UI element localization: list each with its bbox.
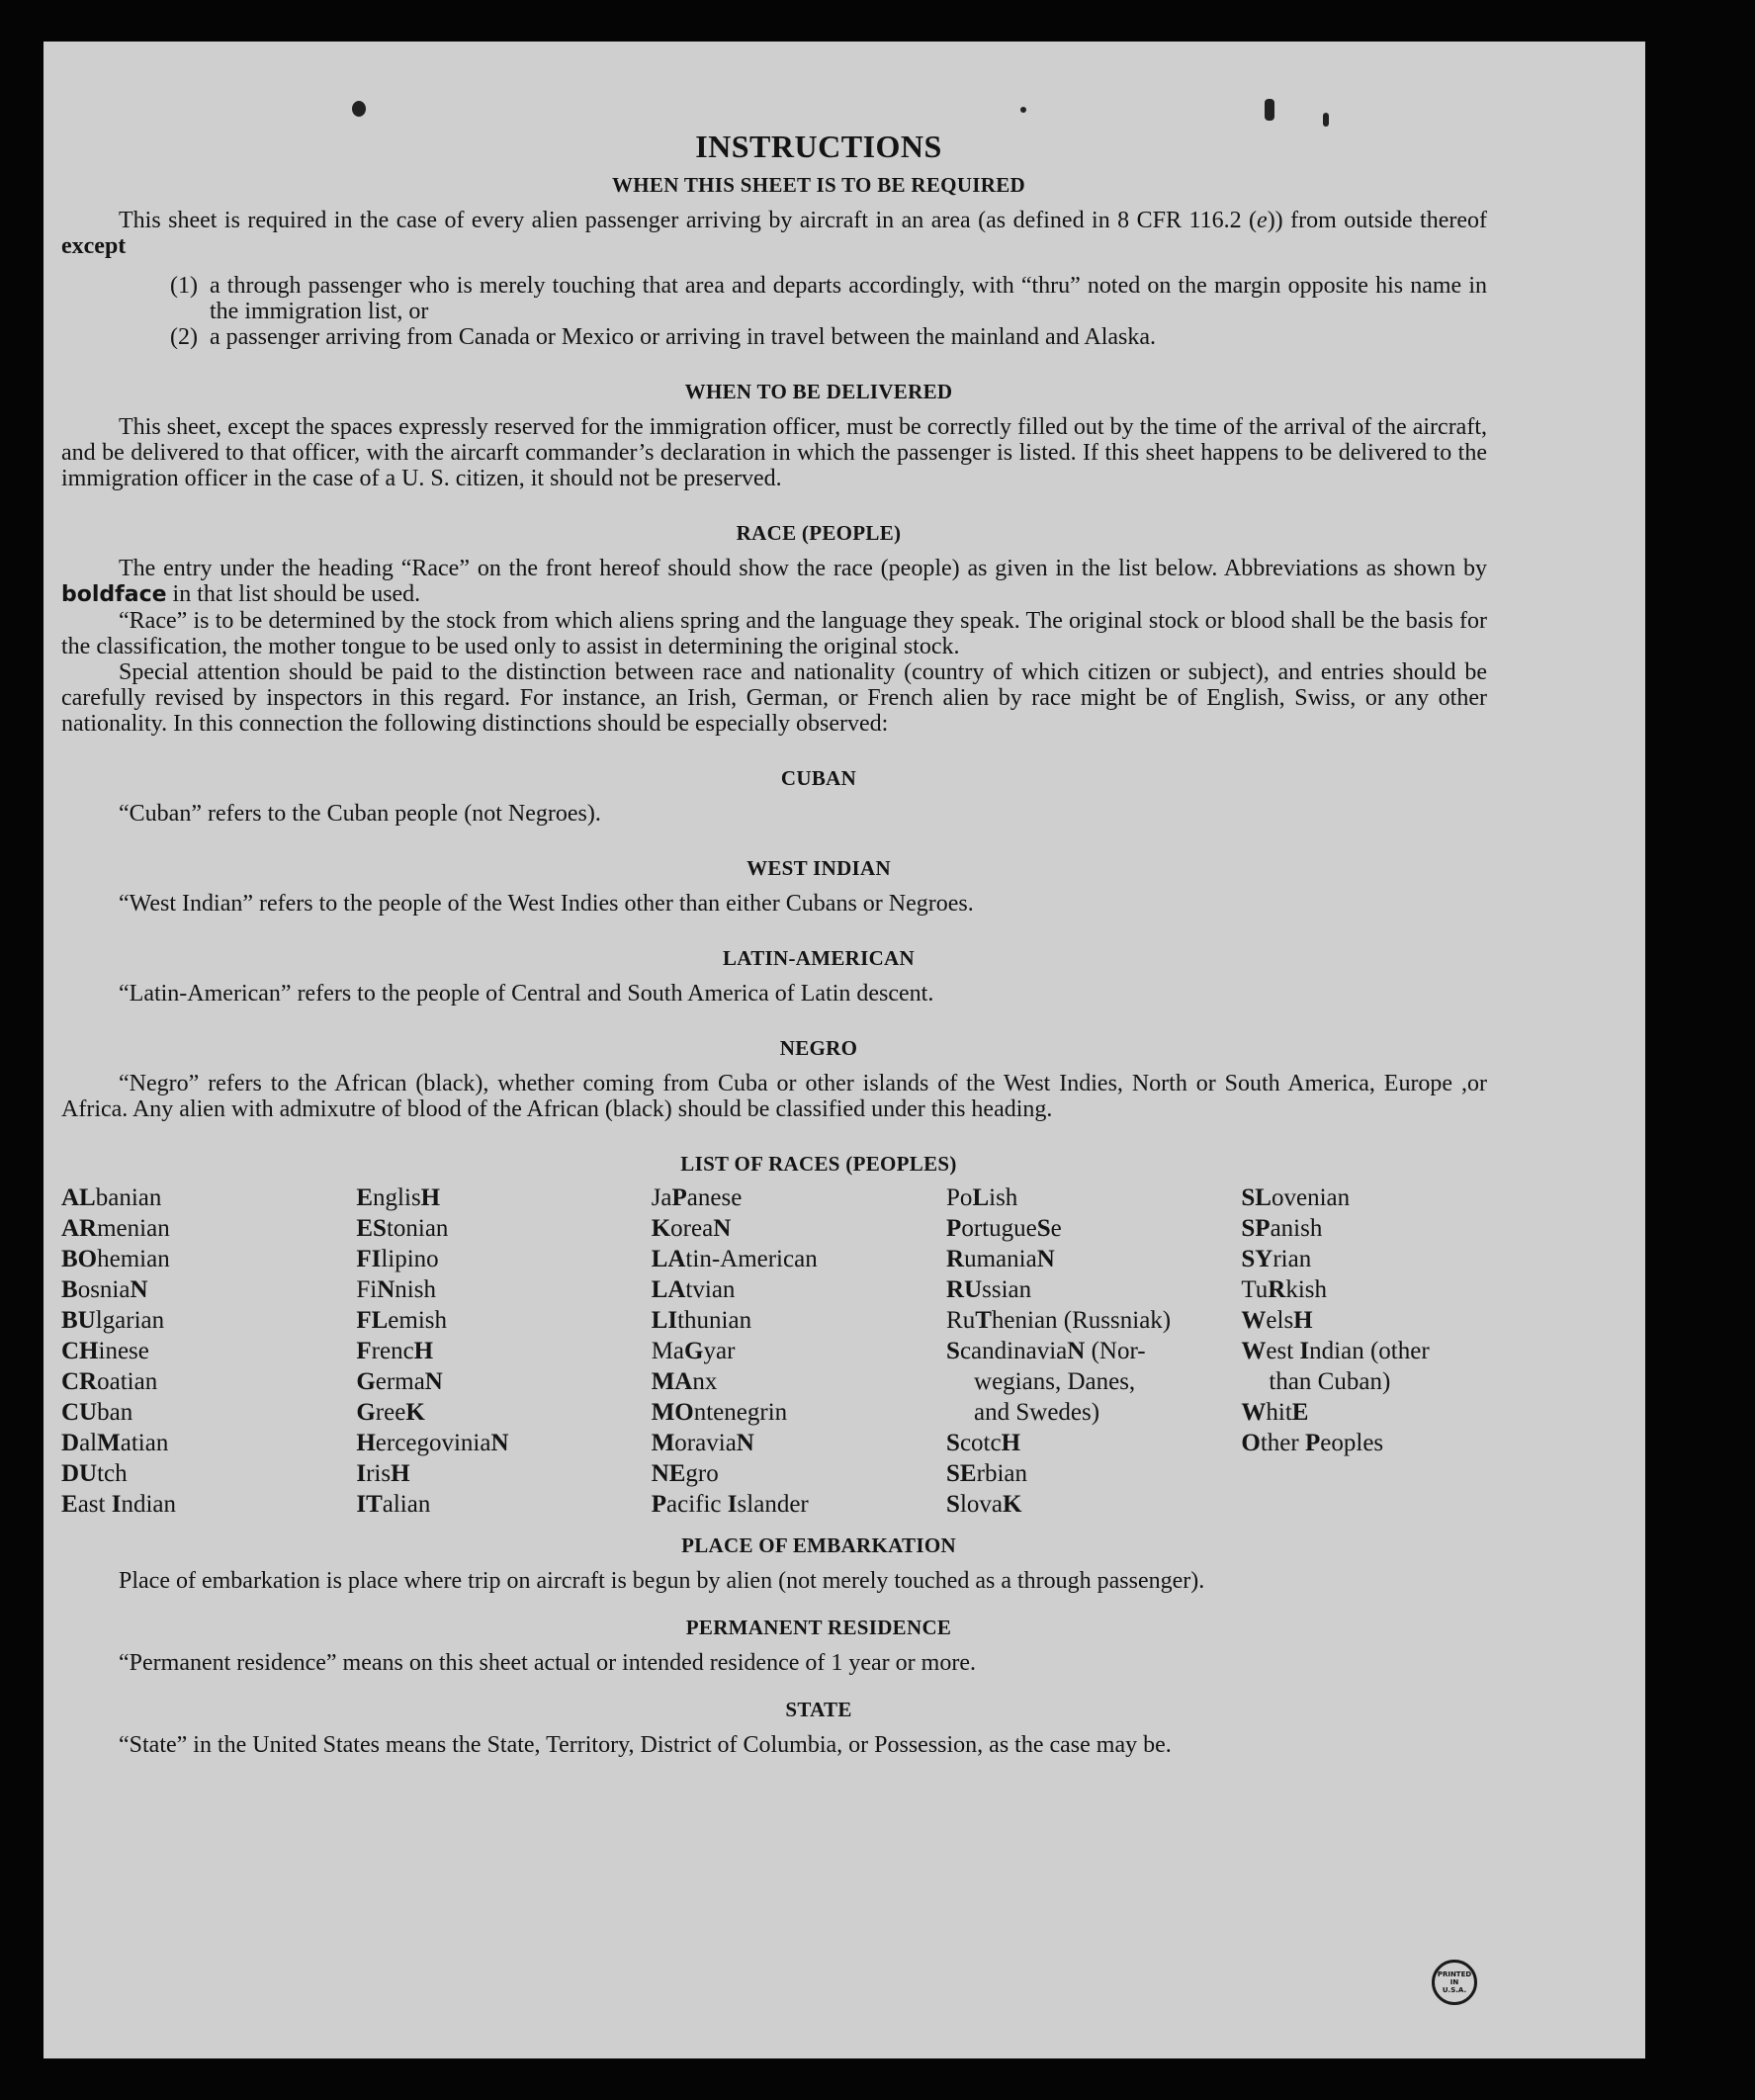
race-text: SP: [1241, 1215, 1271, 1242]
race-text: Pacific Islander: [651, 1491, 809, 1518]
race-entry: [61, 1274, 356, 1305]
race-entry: [356, 1182, 651, 1213]
race-text: FI: [356, 1246, 382, 1272]
exception-item: [170, 324, 1487, 350]
race-entry: [356, 1458, 651, 1489]
race-text: K: [1003, 1491, 1022, 1518]
race-text: ovenian: [1271, 1184, 1351, 1211]
heading-when-delivered: WHEN TO BE DELIVERED: [684, 380, 953, 403]
section-permanent-residence: [61, 1616, 1487, 1676]
race-text: Portugue: [946, 1215, 1037, 1242]
race-text: Ma: [651, 1338, 685, 1364]
race-text: G: [684, 1338, 704, 1364]
race-text: ban: [97, 1399, 133, 1426]
race-text: P: [671, 1184, 687, 1211]
stamp-line: U.S.A.: [1442, 1986, 1467, 1994]
race-text: BU: [61, 1307, 96, 1334]
race-text: ES: [356, 1215, 387, 1242]
race-entry: [946, 1397, 1241, 1428]
race-entry: [946, 1366, 1241, 1397]
race-entry: [61, 1458, 356, 1489]
race-entry: [1241, 1336, 1487, 1366]
race-entry: [652, 1366, 946, 1397]
race-text: kish: [1285, 1276, 1328, 1303]
section-west-indian: [61, 856, 1487, 917]
race-text: Moravia: [651, 1430, 737, 1456]
race-entry: [652, 1489, 946, 1520]
race-text: rbian: [976, 1460, 1027, 1487]
race-paragraph-3: Special attention should be paid to the distinction between race and nationality (country of which citizen or subject), and entries should be carefully revised by inspectors in this regard. For instance, an Irish, German, or French alien by race might be of English, Swiss, or any other nationality. In this connection the following distinctions should be especially observed:: [61, 659, 1487, 737]
race-text: BO: [61, 1246, 98, 1272]
race-entry: [356, 1244, 651, 1274]
race-text: H: [413, 1338, 434, 1364]
race-text: e: [1050, 1215, 1062, 1242]
race-column: [1241, 1182, 1487, 1520]
intro-text-e: e: [1257, 208, 1268, 233]
printed-in-usa-stamp: [1432, 1960, 1477, 2005]
race-text: SY: [1241, 1246, 1273, 1272]
race-text: N: [1036, 1246, 1055, 1272]
race-text: Hercegovinia: [356, 1430, 491, 1456]
heading-state: STATE: [785, 1698, 852, 1721]
race-text: menian: [97, 1215, 170, 1242]
race-text: MA: [651, 1368, 693, 1395]
race-text: Other Peoples: [1241, 1430, 1384, 1456]
race-entry: [61, 1366, 356, 1397]
race-p1-text-c: in that list should be used.: [166, 581, 421, 607]
race-entry: [61, 1182, 356, 1213]
race-text: N: [130, 1276, 148, 1303]
state-text: “State” in the United States means the State, Territory, District of Columbia, or Possession, as the case may be.: [119, 1732, 1172, 1758]
race-text: thunian: [677, 1307, 752, 1334]
race-text: CH: [61, 1338, 99, 1364]
race-text: Po: [946, 1184, 973, 1211]
race-paragraph-1: [61, 556, 1487, 608]
race-text: Gree: [356, 1399, 406, 1426]
race-text: H: [391, 1460, 410, 1487]
embarkation-text: Place of embarkation is place where trip on aircraft is begun by alien (not merely touched as a through passenger).: [119, 1568, 1205, 1594]
race-text: ssian: [982, 1276, 1032, 1303]
page-title: INSTRUCTIONS: [695, 129, 942, 164]
ink-spot: [1323, 113, 1329, 127]
race-text: T: [975, 1307, 992, 1334]
race-text: E: [1291, 1399, 1309, 1426]
race-text: Scotc: [946, 1430, 1002, 1456]
race-text: Dal: [61, 1430, 98, 1456]
race-entry: [1241, 1428, 1487, 1458]
race-column: [356, 1182, 651, 1520]
section-embarkation: [61, 1533, 1487, 1594]
race-entry: [652, 1458, 946, 1489]
race-text: Bosnia: [61, 1276, 131, 1303]
exception-number: (1): [170, 273, 198, 299]
race-text: atian: [120, 1430, 169, 1456]
race-text: Iris: [356, 1460, 392, 1487]
ink-spot: [1020, 107, 1026, 113]
race-entry: [652, 1182, 946, 1213]
race-text: and Swedes): [974, 1399, 1100, 1426]
race-entry: [652, 1244, 946, 1274]
race-text: AL: [61, 1184, 96, 1211]
race-text: SL: [1241, 1184, 1272, 1211]
race-text: N: [736, 1430, 754, 1456]
stamp-line: PRINTED: [1437, 1970, 1472, 1978]
race-text: Englis: [356, 1184, 421, 1211]
race-text: S: [1036, 1215, 1051, 1242]
race-text: H: [1293, 1307, 1313, 1334]
race-paragraph-2: “Race” is to be determined by the stock from which aliens spring and the language they speak. The original stock or blood shall be the basis for the classification, the mother tongue to be used only to assist in determining the original stock.: [61, 608, 1487, 659]
race-text: rian: [1272, 1246, 1312, 1272]
race-text: hemian: [97, 1246, 170, 1272]
heading-negro: NEGRO: [779, 1036, 858, 1060]
race-entry: [652, 1397, 946, 1428]
race-entry: [1241, 1305, 1487, 1336]
race-entry: [61, 1489, 356, 1520]
ink-spot: [1265, 99, 1274, 121]
race-text: FL: [356, 1307, 389, 1334]
race-entry: [1241, 1274, 1487, 1305]
race-entry: [356, 1213, 651, 1244]
heading-permanent-residence: PERMANENT RESIDENCE: [685, 1616, 952, 1639]
exception-text: a passenger arriving from Canada or Mexico or arriving in travel between the mainland and Alaska.: [210, 324, 1156, 350]
race-entry: [652, 1336, 946, 1366]
race-p1-boldface: boldface: [61, 582, 167, 607]
permanent-residence-text: “Permanent residence” means on this sheet actual or intended residence of 1 year or more.: [119, 1650, 976, 1676]
west-indian-text: “West Indian” refers to the people of the West Indies other than either Cubans or Negroes.: [119, 891, 974, 917]
race-text: yar: [703, 1338, 736, 1364]
race-entry: [946, 1428, 1241, 1458]
negro-text: “Negro” refers to the African (black), whether coming from Cuba or other islands of the West Indies, North or South America, Europe ,or Africa. Any alien with admixutre of blood of the African (black) should be classified under this heading.: [61, 1071, 1487, 1122]
race-text: lipino: [381, 1246, 439, 1272]
heading-when-required: WHEN THIS SHEET IS TO BE REQUIRED: [611, 173, 1025, 197]
race-entry: [61, 1213, 356, 1244]
race-entry: [946, 1213, 1241, 1244]
race-text: MO: [651, 1399, 694, 1426]
race-text: Whit: [1241, 1399, 1292, 1426]
race-text: Frenc: [356, 1338, 414, 1364]
race-text: SE: [946, 1460, 977, 1487]
race-text: H: [1001, 1430, 1021, 1456]
section-state: [61, 1698, 1487, 1758]
race-text: N: [490, 1430, 509, 1456]
race-text: (Nor-: [1085, 1338, 1146, 1364]
race-text: RU: [946, 1276, 983, 1303]
race-text: Ja: [651, 1184, 672, 1211]
ink-spot: [352, 101, 366, 117]
race-entry: [1241, 1244, 1487, 1274]
section-when-delivered: [61, 380, 1487, 491]
race-text: East Indian: [61, 1491, 177, 1518]
race-entry: [61, 1428, 356, 1458]
race-text: anish: [1270, 1215, 1323, 1242]
race-text: alian: [382, 1491, 431, 1518]
section-when-required: [61, 173, 1487, 350]
race-text: AR: [61, 1215, 98, 1242]
heading-embarkation: PLACE OF EMBARKATION: [681, 1533, 956, 1557]
section-latin-american: [61, 946, 1487, 1006]
section-race: [61, 521, 1487, 737]
stamp-line: IN: [1449, 1978, 1459, 1986]
race-text: nish: [395, 1276, 436, 1303]
race-entry: [356, 1366, 651, 1397]
race-entry: [1241, 1182, 1487, 1213]
race-text: LI: [651, 1307, 678, 1334]
race-text: Fi: [356, 1276, 378, 1303]
race-entry: [356, 1397, 651, 1428]
race-entry: [1241, 1366, 1487, 1397]
race-text: henian (Russniak): [991, 1307, 1172, 1334]
race-entry: [946, 1336, 1241, 1366]
when-required-intro: [61, 208, 1487, 259]
race-text: Ru: [946, 1307, 976, 1334]
race-text: than Cuban): [1269, 1368, 1391, 1395]
race-entry: [356, 1305, 651, 1336]
race-entry: [652, 1305, 946, 1336]
race-text: Rumania: [946, 1246, 1037, 1272]
race-text: N: [424, 1368, 443, 1395]
race-text: ish: [989, 1184, 1018, 1211]
race-text: tin-American: [685, 1246, 818, 1272]
instruction-sheet: [44, 42, 1645, 2058]
race-text: tonian: [386, 1215, 449, 1242]
race-entry: [652, 1274, 946, 1305]
race-entry: [946, 1182, 1241, 1213]
race-column: [946, 1182, 1241, 1520]
race-text: tch: [97, 1460, 128, 1487]
race-text: lgarian: [95, 1307, 165, 1334]
race-entry: [356, 1428, 651, 1458]
race-text: CR: [61, 1368, 98, 1395]
section-cuban: [61, 766, 1487, 827]
race-entry: [946, 1489, 1241, 1520]
intro-text-b: )) from outside thereof: [1267, 208, 1487, 233]
race-text: N: [1067, 1338, 1086, 1364]
race-entry: [61, 1336, 356, 1366]
race-text: LA: [651, 1246, 686, 1272]
race-text: banian: [95, 1184, 162, 1211]
race-text: gro: [685, 1460, 719, 1487]
exception-list: [61, 273, 1487, 350]
heading-race: RACE (PEOPLE): [736, 521, 902, 545]
race-entry: [356, 1274, 651, 1305]
race-entry: [652, 1213, 946, 1244]
race-text: K: [405, 1399, 425, 1426]
race-entry: [946, 1305, 1241, 1336]
race-text: Slova: [946, 1491, 1003, 1518]
exception-item: [170, 273, 1487, 324]
when-delivered-text: This sheet, except the spaces expressly reserved for the immigration officer, must be correctly filled out by the time of the arrival of the aircraft, and be delivered to that officer, with the aircarft commander’s declaration in which the passenger is listed. If this sheet happens to be delivered to the immigration officer in the case of a U. S. citizen, it should not be preserved.: [61, 414, 1487, 491]
heading-list-of-races: LIST OF RACES (PEOPLES): [680, 1152, 957, 1176]
race-text: L: [972, 1184, 990, 1211]
race-entry: [61, 1305, 356, 1336]
race-text: DU: [61, 1460, 98, 1487]
race-entry: [946, 1274, 1241, 1305]
race-text: Scandinavia: [946, 1338, 1068, 1364]
race-entry: [652, 1428, 946, 1458]
heading-latin-american: LATIN-AMERICAN: [723, 946, 915, 970]
race-text: R: [1268, 1276, 1286, 1303]
race-text: N: [377, 1276, 395, 1303]
race-entry: [1241, 1397, 1487, 1428]
exception-text: a through passenger who is merely touching that area and departs accordingly, with “thru” noted on the margin opposite his name in the immigration list, or: [210, 273, 1487, 324]
race-entry: [61, 1244, 356, 1274]
race-entry: [356, 1489, 651, 1520]
race-text: Wels: [1241, 1307, 1294, 1334]
race-column: [652, 1182, 946, 1520]
race-column: [61, 1182, 356, 1520]
race-entry: [946, 1458, 1241, 1489]
intro-text-a: This sheet is required in the case of every alien passenger arriving by aircraft in an area (as defined in 8 CFR 116.2 (: [119, 208, 1258, 233]
race-text: nx: [692, 1368, 718, 1395]
race-text: ntenegrin: [693, 1399, 788, 1426]
race-text: West Indian (other: [1241, 1338, 1430, 1364]
race-text: LA: [651, 1276, 686, 1303]
race-text: H: [420, 1184, 441, 1211]
race-text: CU: [61, 1399, 98, 1426]
exception-number: (2): [170, 324, 198, 350]
race-entry: [61, 1397, 356, 1428]
race-text: wegians, Danes,: [974, 1368, 1136, 1395]
heading-cuban: CUBAN: [780, 766, 857, 790]
race-entry: [946, 1244, 1241, 1274]
race-text: anese: [686, 1184, 743, 1211]
race-entry: [1241, 1213, 1487, 1244]
heading-west-indian: WEST INDIAN: [746, 856, 891, 880]
race-entry: [356, 1336, 651, 1366]
race-text: tvian: [685, 1276, 736, 1303]
race-text: Tu: [1241, 1276, 1269, 1303]
race-text: oatian: [97, 1368, 158, 1395]
race-text: N: [713, 1215, 732, 1242]
cuban-text: “Cuban” refers to the Cuban people (not Negroes).: [119, 801, 601, 827]
race-text: Germa: [356, 1368, 425, 1395]
section-negro: [61, 1036, 1487, 1122]
race-text: NE: [651, 1460, 686, 1487]
race-p1-text-a: The entry under the heading “Race” on the front hereof should show the race (people) as given in the list below. Abbreviations as shown by: [119, 556, 1487, 581]
race-text: M: [97, 1430, 121, 1456]
race-text: emish: [388, 1307, 448, 1334]
intro-except: except: [61, 233, 127, 259]
race-list: [61, 1182, 1487, 1520]
race-text: IT: [356, 1491, 383, 1518]
race-text: Korea: [651, 1215, 714, 1242]
race-text: inese: [98, 1338, 149, 1364]
latin-american-text: “Latin-American” refers to the people of Central and South America of Latin descent.: [119, 981, 934, 1006]
